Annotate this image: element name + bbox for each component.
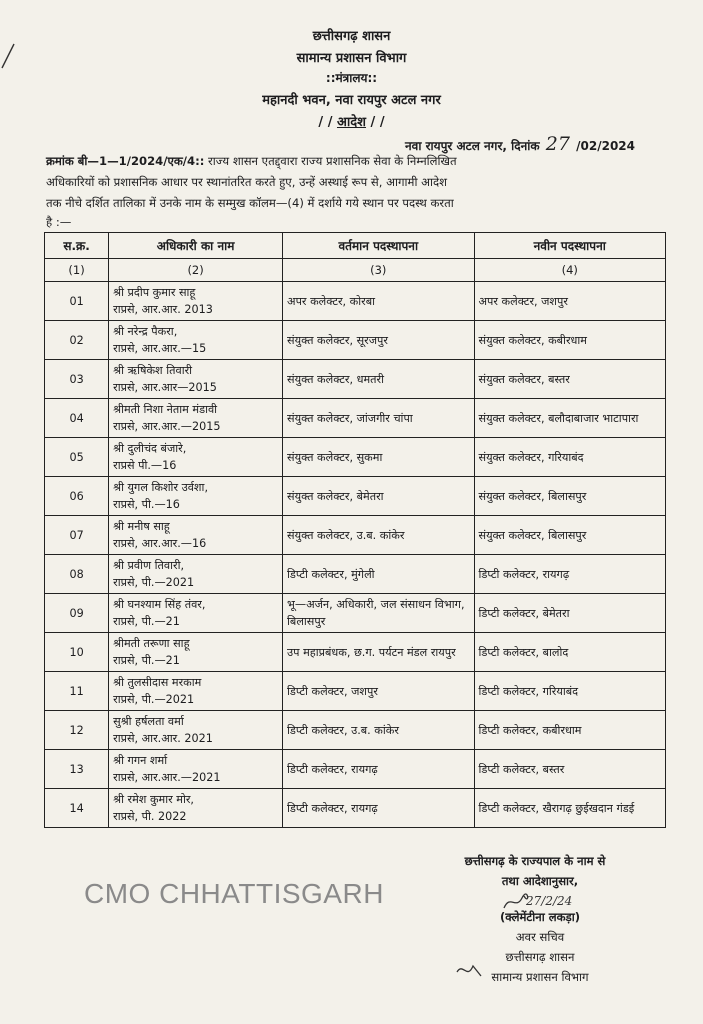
officer-name: श्री ऋषिकेश तिवारी [113,364,193,377]
current-posting: डिप्टी कलेक्टर, रायगढ़ [283,789,474,828]
order-heading-title: आदेश [336,115,367,130]
officer-cell [109,438,283,477]
serial-number: 09 [45,594,109,633]
officer-cell [109,789,283,828]
table-row [45,672,666,711]
officer-cell [109,360,283,399]
officer-service: राप्रसे, पी.—2021 [113,576,195,589]
current-posting: डिप्टी कलेक्टर, मुंगेली [283,555,474,594]
officer-name: श्री गगन शर्मा [113,754,168,767]
current-posting: डिप्टी कलेक्टर, जशपुर [283,672,474,711]
signatory-designation: अवर सचिव [515,930,565,944]
officer-service: राप्रसे, आर.आर.—2015 [113,420,221,433]
mantralaya-label: ::मंत्रालय:: [325,71,378,85]
order-heading [0,112,703,130]
serial-number: 08 [45,555,109,594]
office-address: महानदी भवन, नवा रायपुर अटल नगर [262,93,441,108]
officer-service: राप्रसे, आर.आर.—15 [113,342,207,355]
new-posting: संयुक्त कलेक्टर, कबीरधाम [474,321,666,360]
officer-name: श्री मनीष साहू [113,520,170,533]
new-posting: डिप्टी कलेक्टर, कबीरधाम [474,711,666,750]
table-row [45,555,666,594]
new-posting: संयुक्त कलेक्टर, बस्तर [474,360,666,399]
current-posting: संयुक्त कलेक्टर, सूरजपुर [283,321,474,360]
officer-cell [109,672,283,711]
body-line-3: तक नीचे दर्शित तालिका में उनके नाम के सम्मुख कॉलम—(4) में दर्शाये गये स्थान पर पदस्थ करता [46,196,454,210]
order-heading-post: / / [370,115,385,130]
current-posting: संयुक्त कलेक्टर, धमतरी [283,360,474,399]
body-line-4: है :— [46,215,72,229]
officer-service: राप्रसे, पी.—2021 [113,693,195,706]
table-row [45,321,666,360]
new-posting: डिप्टी कलेक्टर, बस्तर [474,750,666,789]
signatory-department: सामान्य प्रशासन विभाग [491,970,589,984]
body-line-1-text: राज्य शासन एतद्द्वारा राज्य प्रशासनिक सेवा के निम्नलिखित [208,154,457,168]
officer-service: राप्रसे, पी. 2022 [113,810,187,823]
current-posting: संयुक्त कलेक्टर, उ.ब. कांकेर [283,516,474,555]
table-row [45,789,666,828]
officer-name: श्री रमेश कुमार मोर, [113,793,194,806]
officer-service: राप्रसे पी.—16 [113,459,177,472]
officer-cell [109,633,283,672]
officer-service: राप्रसे, आर.आर.—2021 [113,771,221,784]
body-line-2: अधिकारियों को प्रशासनिक आधार पर स्थानांतरित करते हुए, उन्हें अस्थाई रूप से, आगामी आदेश [46,175,448,189]
column-number-row [45,259,666,282]
table-row [45,438,666,477]
header-current-posting: वर्तमान पदस्थापना [283,233,474,259]
new-posting: संयुक्त कलेक्टर, गरियाबंद [474,438,666,477]
officer-cell [109,750,283,789]
current-posting: संयुक्त कलेक्टर, जांजगीर चांपा [283,399,474,438]
serial-number: 11 [45,672,109,711]
col-number: (4) [474,259,666,282]
officer-service: राप्रसे, आर.आर—2015 [113,381,217,394]
table-row [45,477,666,516]
current-posting: डिप्टी कलेक्टर, रायगढ़ [283,750,474,789]
new-posting: संयुक्त कलेक्टर, बिलासपुर [474,477,666,516]
transfer-table [44,232,666,828]
officer-cell [109,282,283,321]
current-posting: डिप्टी कलेक्टर, उ.ब. कांकेर [283,711,474,750]
header-serial: स.क्र. [45,233,109,259]
officer-name: श्री प्रदीप कुमार साहू [113,286,196,299]
new-posting: अपर कलेक्टर, जशपुर [474,282,666,321]
officer-name: श्री दुलीचंद बंजारे, [113,442,187,455]
officer-name: श्री युगल किशोर उर्वशा, [113,481,208,494]
serial-number: 05 [45,438,109,477]
officer-name: श्रीमती निशा नेताम मंडावी [113,403,218,416]
new-posting: संयुक्त कलेक्टर, बिलासपुर [474,516,666,555]
table-row [45,360,666,399]
officer-service: राप्रसे, पी.—21 [113,654,180,667]
order-heading-pre: / / [318,115,333,130]
officer-name: सुश्री हर्षलता वर्मा [113,715,184,728]
officer-service: राप्रसे, आर.आर. 2021 [113,732,213,745]
new-posting: डिप्टी कलेक्टर, रायगढ़ [474,555,666,594]
table-row [45,711,666,750]
officer-cell [109,399,283,438]
signature-by-order: तथा आदेशानुसार, [501,874,579,888]
signatory-name: (क्लेमेंटीना लकड़ा) [500,910,580,924]
date-place: नवा रायपुर अटल नगर, दिनांक [405,139,540,153]
current-posting: अपर कलेक्टर, कोरबा [283,282,474,321]
new-posting: डिप्टी कलेक्टर, बालोद [474,633,666,672]
officer-name: श्री घनश्याम सिंह तंवर, [113,598,206,611]
header-officer-name: अधिकारी का नाम [109,233,283,259]
table-row [45,633,666,672]
date-day-handwritten: 27 [545,133,570,155]
new-posting: संयुक्त कलेक्टर, बलौदाबाजार भाटापारा [474,399,666,438]
officer-cell [109,711,283,750]
serial-number: 10 [45,633,109,672]
serial-number: 12 [45,711,109,750]
body-line-1 [46,151,668,171]
officer-cell [109,321,283,360]
govt-name: छत्तीसगढ़ शासन [312,29,391,44]
serial-number: 01 [45,282,109,321]
table-row [45,399,666,438]
order-number: क्रमांक बी—1—1/2024/एक/4:: [46,154,205,168]
signature-date-handwritten: 27/2/24 [526,894,573,908]
serial-number: 03 [45,360,109,399]
current-posting: संयुक्त कलेक्टर, सुकमा [283,438,474,477]
new-posting: डिप्टी कलेक्टर, बेमेतरा [474,594,666,633]
new-posting: डिप्टी कलेक्टर, खैरागढ़ छुईखदान गंडई [474,789,666,828]
serial-number: 14 [45,789,109,828]
serial-number: 13 [45,750,109,789]
signature-authority: छत्तीसगढ़ के राज्यपाल के नाम से [464,854,606,868]
new-posting: डिप्टी कलेक्टर, गरियाबंद [474,672,666,711]
officer-name: श्री तुलसीदास मरकाम [113,676,202,689]
current-posting: संयुक्त कलेक्टर, बेमेतरा [283,477,474,516]
table-header-row [45,233,666,259]
col-number: (3) [283,259,474,282]
officer-service: राप्रसे, आर.आर.—16 [113,537,207,550]
officer-name: श्रीमती तरूणा साहू [113,637,190,650]
watermark-text: CMO CHHATTISGARH [84,878,384,909]
serial-number: 02 [45,321,109,360]
officer-service: राप्रसे, पी.—21 [113,615,180,628]
officer-cell [109,477,283,516]
officer-service: राप्रसे, पी.—16 [113,498,180,511]
col-number: (2) [109,259,283,282]
officer-name: श्री नरेन्द्र पैकरा, [113,325,178,338]
officer-name: श्री प्रवीण तिवारी, [113,559,185,572]
date-month-year: /02/2024 [576,139,635,153]
current-posting: भू—अर्जन, अधिकारी, जल संसाधन विभाग, बिलासपुर [283,594,474,633]
officer-cell [109,594,283,633]
officer-cell [109,555,283,594]
serial-number: 04 [45,399,109,438]
header-new-posting: नवीन पदस्थापना [474,233,666,259]
table-row [45,282,666,321]
serial-number: 07 [45,516,109,555]
col-number: (1) [45,259,109,282]
department-name: सामान्य प्रशासन विभाग [296,51,407,66]
current-posting: उप महाप्रबंधक, छ.ग. पर्यटन मंडल रायपुर [283,633,474,672]
officer-service: राप्रसे, आर.आर. 2013 [113,303,213,316]
serial-number: 06 [45,477,109,516]
officer-cell [109,516,283,555]
table-row [45,516,666,555]
table-row [45,594,666,633]
signatory-government: छत्तीसगढ़ शासन [505,950,575,964]
table-row [45,750,666,789]
